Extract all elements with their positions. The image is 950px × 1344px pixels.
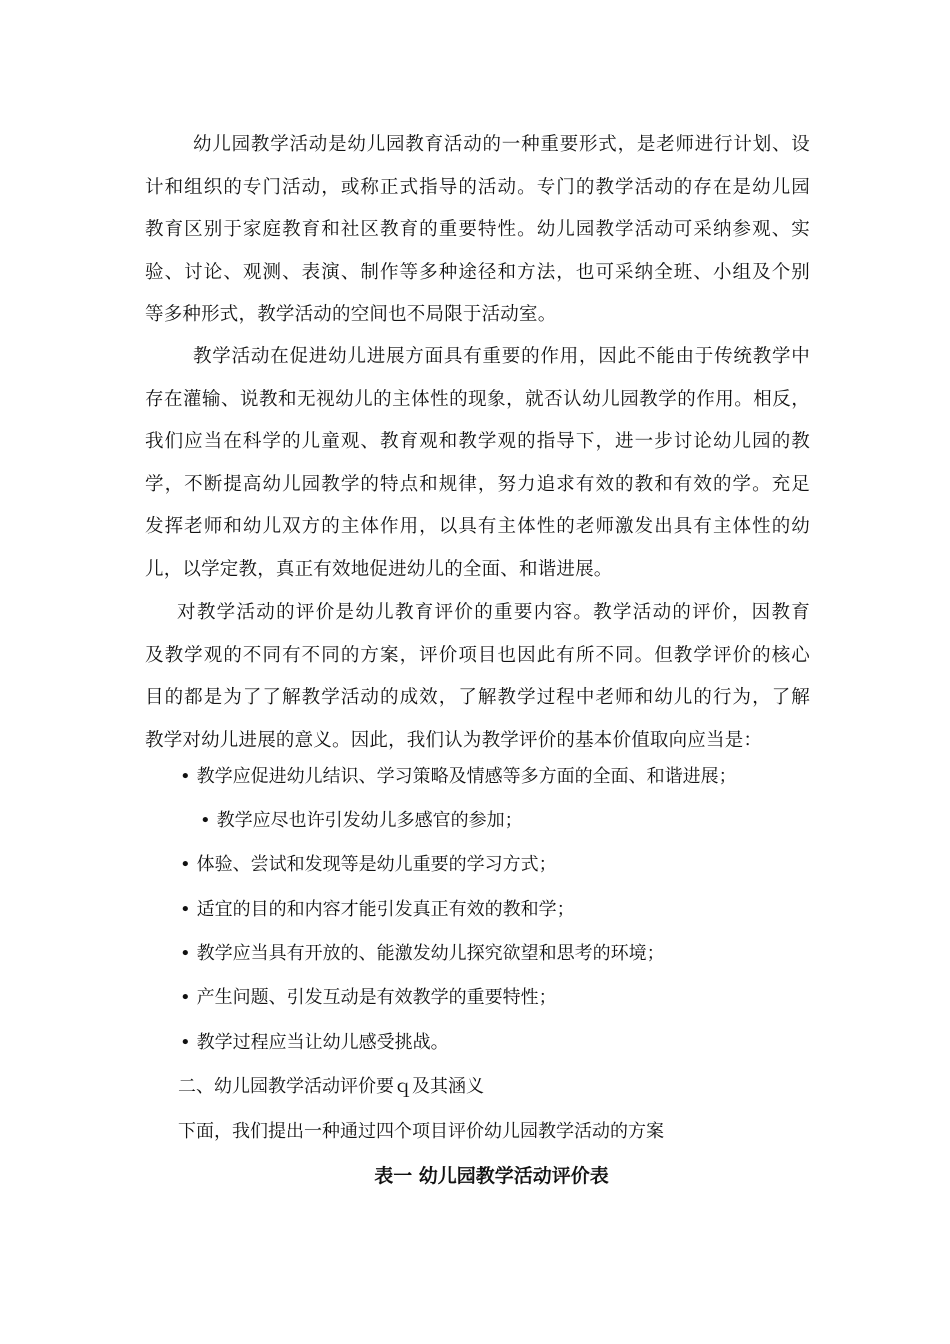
list-item-text: 教学应当具有开放的、能激发幼儿探究欲望和思考的环境； — [196, 943, 665, 964]
paragraph-line: 目的都是为了了解教学活动的成效，了解教学过程中老师和幼儿的行为，了解 — [145, 687, 810, 708]
list-item-text: 教学应尽也许引发幼儿多感官的参加； — [216, 810, 523, 831]
paragraph-line: 幼儿园教学活动是幼儿园教育活动的一种重要形式，是老师进行计划、设 — [193, 134, 810, 155]
list-item-text: 教学过程应当让幼儿感受挑战。 — [196, 1032, 449, 1053]
list-item — [180, 986, 557, 1010]
paragraph-line: 儿，以学定教，真正有效地促进幼儿的全面、和谐进展。 — [145, 558, 613, 580]
paragraph-line: 等多种形式，教学活动的空间也不局限于活动室。 — [145, 304, 557, 325]
list-item-text: 适宜的目的和内容才能引发真正有效的教和学； — [196, 899, 575, 920]
list-item — [200, 809, 523, 833]
section-heading: 二、幼儿园教学活动评价要ｑ及其涵义 — [178, 1076, 484, 1097]
paragraph-line: 教育区别于家庭教育和社区教育的重要特性。幼儿园教学活动可采纳参观、实 — [145, 219, 810, 240]
paragraph-1 — [145, 124, 810, 337]
list-item-text: 产生问题、引发互动是有效教学的重要特性； — [196, 987, 557, 1008]
list-item — [180, 942, 665, 966]
bullet-icon: • — [180, 1032, 191, 1053]
list-item — [180, 853, 557, 877]
bullet-icon: • — [180, 943, 191, 964]
paragraph-line: 我们应当在科学的儿童观、教育观和教学观的指导下，进一步讨论幼儿园的教 — [145, 431, 810, 452]
paragraph-3 — [145, 592, 810, 762]
bullet-icon: • — [200, 810, 211, 831]
paragraph-line: 及教学观的不同有不同的方案，评价项目也因此有所不同。但教学评价的核心 — [145, 644, 810, 666]
paragraph-line: 发挥老师和幼儿双方的主体作用，以具有主体性的老师激发出具有主体性的幼 — [145, 516, 810, 537]
bullet-icon: • — [180, 854, 191, 875]
list-item-text: 体验、尝试和发现等是幼儿重要的学习方式； — [196, 854, 557, 875]
table-title: 表一 幼儿园教学活动评价表 — [374, 1165, 609, 1187]
intro-line: 下面，我们提出一种通过四个项目评价幼儿园教学活动的方案 — [178, 1121, 664, 1142]
list-item — [180, 898, 575, 922]
bullet-icon: • — [180, 987, 191, 1008]
list-item-text: 教学应促进幼儿结识、学习策略及情感等多方面的全面、和谐进展； — [196, 766, 737, 787]
paragraph-line: 学，不断提高幼儿园教学的特点和规律，努力追求有效的教和有效的学。充足 — [145, 473, 810, 495]
paragraph-line: 计和组织的专门活动，或称正式指导的活动。专门的教学活动的存在是幼儿园 — [145, 176, 810, 198]
paragraph-2 — [145, 336, 810, 591]
bullet-icon: • — [180, 766, 191, 787]
paragraph-line: 教学活动在促进幼儿进展方面具有重要的作用，因此不能由于传统教学中 — [193, 346, 810, 367]
bullet-icon: • — [180, 899, 191, 920]
paragraph-line: 教学对幼儿进展的意义。因此，我们认为教学评价的基本价值取向应当是： — [145, 729, 763, 751]
list-item — [180, 765, 737, 789]
list-item — [180, 1031, 449, 1055]
paragraph-line: 对教学活动的评价是幼儿教育评价的重要内容。教学活动的评价，因教育 — [177, 602, 810, 623]
paragraph-line: 验、讨论、观测、表演、制作等多种途径和方法，也可采纳全班、小组及个别 — [145, 261, 810, 283]
paragraph-line: 存在灌输、说教和无视幼儿的主体性的现象，就否认幼儿园教学的作用。相反， — [145, 388, 810, 410]
